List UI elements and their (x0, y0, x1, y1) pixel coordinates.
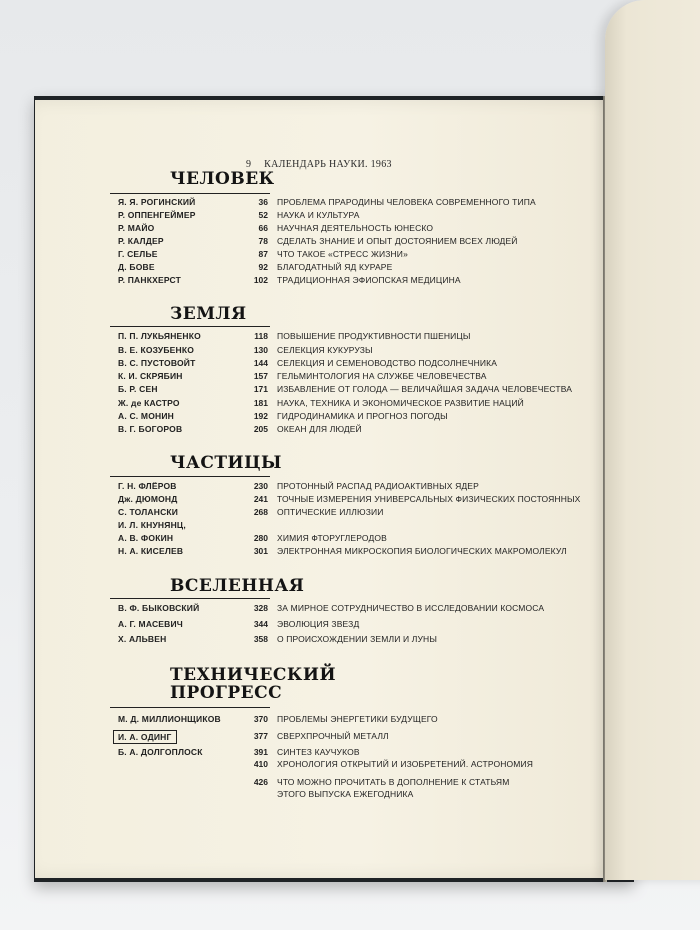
toc-title: ПРОБЛЕМА ПРАРОДИНЫ ЧЕЛОВЕКА СОВРЕМЕННОГО ТИПА (277, 197, 536, 207)
toc-title: БЛАГОДАТНЫЙ ЯД КУРАРЕ (277, 262, 393, 272)
toc-row (110, 746, 610, 758)
right-page (605, 0, 700, 880)
toc-title: СЕЛЕКЦИЯ КУКУРУЗЫ (277, 345, 373, 355)
toc-row (110, 357, 610, 369)
toc-title: ОКЕАН ДЛЯ ЛЮДЕЙ (277, 424, 362, 434)
toc-author-boxed: И. А. ОДИНГ (113, 730, 177, 744)
toc-title: ОПТИЧЕСКИЕ ИЛЛЮЗИИ (277, 507, 384, 517)
section-title-zemlya: ЗЕМЛЯ (170, 304, 247, 324)
section-rule (110, 476, 270, 477)
toc-page: 92 (258, 262, 268, 272)
toc-page: 181 (253, 398, 268, 408)
toc-author: А. С. МОНИН (118, 411, 175, 421)
section-rule (110, 598, 270, 599)
toc-row (110, 196, 610, 208)
section-title-vselennaya: ВСЕЛЕННАЯ (170, 576, 305, 596)
toc-author: К. И. СКРЯБИН (118, 371, 183, 381)
toc-author: А. Г. МАСЕВИЧ (118, 619, 183, 629)
toc-author: И. Л. КНУНЯНЦ, (118, 520, 186, 530)
toc-row (110, 713, 610, 725)
toc-author: Р. КАЛДЕР (118, 236, 164, 246)
toc-title: ПОВЫШЕНИЕ ПРОДУКТИВНОСТИ ПШЕНИЦЫ (277, 331, 471, 341)
toc-title: НАУКА, ТЕХНИКА И ЭКОНОМИЧЕСКОЕ РАЗВИТИЕ НАЦИЙ (277, 398, 524, 408)
toc-page: 78 (258, 236, 268, 246)
toc-author: А. В. ФОКИН (118, 533, 174, 543)
toc-page: 241 (253, 494, 268, 504)
section-title-tech-line1: ТЕХНИЧЕСКИЙ (170, 665, 337, 685)
toc-author: С. ТОЛАНСКИ (118, 507, 179, 517)
toc-row (110, 545, 610, 557)
toc-row (110, 788, 610, 800)
toc-page: 118 (254, 331, 268, 341)
toc-title: ХРОНОЛОГИЯ ОТКРЫТИЙ И ИЗОБРЕТЕНИЙ. АСТРОНОМИЯ (277, 759, 534, 769)
section-rule (110, 326, 270, 327)
toc-row (110, 618, 610, 630)
toc-author: Х. АЛЬВЕН (118, 634, 167, 644)
toc-title: ИЗБАВЛЕНИЕ ОТ ГОЛОДА — ВЕЛИЧАЙШАЯ ЗАДАЧА ЧЕЛОВЕЧЕСТВА (277, 384, 573, 394)
toc-title: О ПРОИСХОЖДЕНИИ ЗЕМЛИ И ЛУНЫ (277, 634, 437, 644)
toc-author: В. Е. КОЗУБЕНКО (118, 345, 195, 355)
section-title-chelovek: ЧЕЛОВЕК (170, 169, 275, 189)
section-title-chastitsy: ЧАСТИЦЫ (170, 453, 282, 473)
toc-page: 66 (258, 223, 268, 233)
toc-page: 268 (253, 507, 268, 517)
toc-title: ЭЛЕКТРОННАЯ МИКРОСКОПИЯ БИОЛОГИЧЕСКИХ МАКРОМОЛЕКУЛ (277, 546, 567, 556)
toc-page: 410 (253, 759, 268, 769)
toc-title: СВЕРХПРОЧНЫЙ МЕТАЛЛ (277, 731, 389, 741)
toc-row (110, 519, 610, 531)
toc-page: 426 (253, 777, 268, 787)
toc-row (110, 261, 610, 273)
toc-page: 344 (253, 619, 268, 629)
toc-page: 192 (253, 411, 268, 421)
toc-title: ГЕЛЬМИНТОЛОГИЯ НА СЛУЖБЕ ЧЕЛОВЕЧЕСТВА (277, 371, 487, 381)
toc-page: 301 (253, 546, 268, 556)
toc-title: ЧТО МОЖНО ПРОЧИТАТЬ В ДОПОЛНЕНИЕ К СТАТЬЯМ (277, 777, 510, 787)
toc-author: Н. А. КИСЕЛЕВ (118, 546, 184, 556)
toc-row (110, 480, 610, 492)
toc-author: В. С. ПУСТОВОЙТ (118, 358, 196, 368)
toc-page: 230 (253, 481, 268, 491)
toc-title: ТОЧНЫЕ ИЗМЕРЕНИЯ УНИВЕРСАЛЬНЫХ ФИЗИЧЕСКИХ ПОСТОЯННЫХ (277, 494, 581, 504)
toc-title: ПРОБЛЕМЫ ЭНЕРГЕТИКИ БУДУЩЕГО (277, 714, 438, 724)
toc-row (110, 370, 610, 382)
toc-page: 171 (253, 384, 268, 394)
toc-row (110, 602, 610, 614)
toc-author: Ж. де КАСТРО (118, 398, 180, 408)
toc-row (110, 493, 610, 505)
toc-page: 157 (253, 371, 268, 381)
toc-page: 377 (253, 731, 268, 741)
toc-author: Д. БОВЕ (118, 262, 155, 272)
toc-row (110, 758, 610, 770)
toc-row (110, 730, 610, 742)
toc-row (110, 330, 610, 342)
toc-title: НАУКА И КУЛЬТУРА (277, 210, 360, 220)
toc-author: П. П. ЛУКЬЯНЕНКО (118, 331, 201, 341)
toc-page: 328 (253, 603, 268, 613)
toc-row (110, 383, 610, 395)
toc-title: ПРОТОННЫЙ РАСПАД РАДИОАКТИВНЫХ ЯДЕР (277, 481, 479, 491)
toc-page: 370 (253, 714, 268, 724)
toc-row (110, 222, 610, 234)
toc-title: ЭТОГО ВЫПУСКА ЕЖЕГОДНИКА (277, 789, 414, 799)
toc-author: Р. ОППЕНГЕЙМЕР (118, 210, 196, 220)
toc-page: 52 (258, 210, 268, 220)
toc-page: 144 (253, 358, 268, 368)
toc-page: 102 (253, 275, 268, 285)
toc-author: М. Д. МИЛЛИОНЩИКОВ (118, 714, 221, 724)
toc-author: Я. Я. РОГИНСКИЙ (118, 197, 196, 207)
toc-row (110, 209, 610, 221)
toc-title: ЗА МИРНОЕ СОТРУДНИЧЕСТВО В ИССЛЕДОВАНИИ КОСМОСА (277, 603, 545, 613)
header-title: КАЛЕНДАРЬ НАУКИ. 1963 (264, 159, 392, 170)
section-rule (110, 707, 270, 708)
toc-author: В. Ф. БЫКОВСКИЙ (118, 603, 200, 613)
toc-title: НАУЧНАЯ ДЕЯТЕЛЬНОСТЬ ЮНЕСКО (277, 223, 434, 233)
toc-author: Р. МАЙО (118, 223, 155, 233)
toc-title: ХИМИЯ ФТОРУГЛЕРОДОВ (277, 533, 387, 543)
toc-row (110, 532, 610, 544)
toc-row (110, 397, 610, 409)
header-page-number: 9 (246, 159, 252, 170)
toc-page: 130 (253, 345, 268, 355)
toc-author: Г. СЕЛЬЕ (118, 249, 158, 259)
toc-row (110, 344, 610, 356)
toc-page: 205 (253, 424, 268, 434)
toc-title: СИНТЕЗ КАУЧУКОВ (277, 747, 360, 757)
toc-title: ЭВОЛЮЦИЯ ЗВЕЗД (277, 619, 360, 629)
toc-author: В. Г. БОГОРОВ (118, 424, 183, 434)
toc-row (110, 248, 610, 260)
toc-title: СЕЛЕКЦИЯ И СЕМЕНОВОДСТВО ПОДСОЛНЕЧНИКА (277, 358, 498, 368)
toc-row (110, 235, 610, 247)
toc-page: 358 (253, 634, 268, 644)
toc-page: 391 (253, 747, 268, 757)
toc-title: ГИДРОДИНАМИКА И ПРОГНОЗ ПОГОДЫ (277, 411, 448, 421)
toc-author: Б. Р. СЕН (118, 384, 158, 394)
toc-row (110, 410, 610, 422)
toc-page: 280 (253, 533, 268, 543)
toc-row (110, 776, 610, 788)
toc-title: СДЕЛАТЬ ЗНАНИЕ И ОПЫТ ДОСТОЯНИЕМ ВСЕХ ЛЮДЕЙ (277, 236, 518, 246)
toc-page: 36 (258, 197, 268, 207)
section-rule (110, 193, 270, 194)
toc-row (110, 633, 610, 645)
section-title-tech-line2: ПРОГРЕСС (170, 683, 283, 703)
toc-row (110, 274, 610, 286)
toc-row (110, 423, 610, 435)
toc-author: Б. А. ДОЛГОПЛОСК (118, 747, 203, 757)
toc-title: ЧТО ТАКОЕ «СТРЕСС ЖИЗНИ» (277, 249, 408, 259)
toc-author: Г. Н. ФЛЁРОВ (118, 481, 177, 491)
toc-author: Р. ПАНКХЕРСТ (118, 275, 182, 285)
toc-title: ТРАДИЦИОННАЯ ЭФИОПСКАЯ МЕДИЦИНА (277, 275, 461, 285)
toc-row (110, 506, 610, 518)
toc-page: 87 (258, 249, 268, 259)
toc-author: Дж. ДЮМОНД (118, 494, 178, 504)
